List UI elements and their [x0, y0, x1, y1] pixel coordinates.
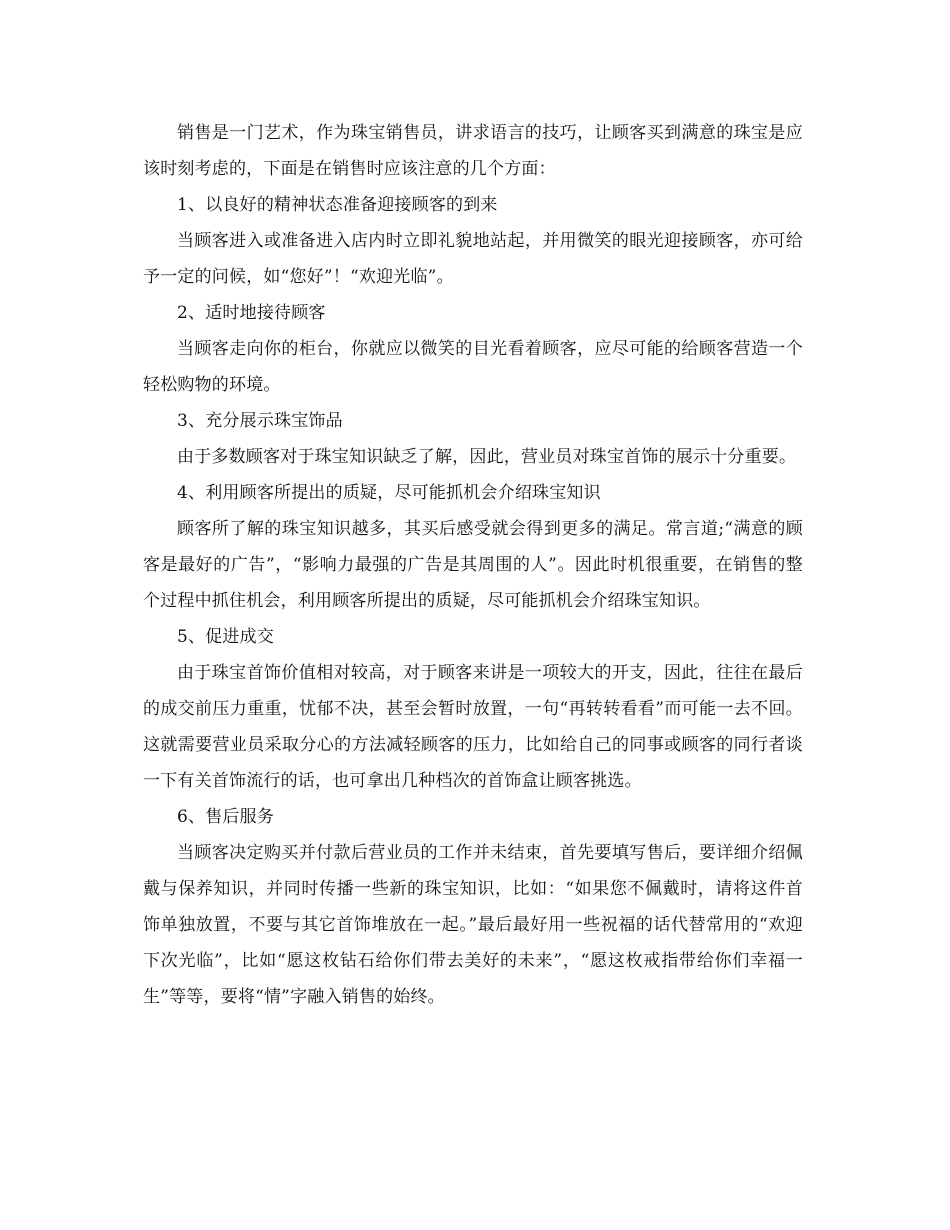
section-body-5: 由于珠宝首饰价值相对较高，对于顾客来讲是一项较大的开支，因此，往往在最后的成交前压力重重，忧郁不决，甚至会暂时放置，一句“再转转看看”而可能一去不回。这就需要营业员采取分心的方法减轻顾客的压力，比如给自己的同事或顾客的同行者谈一下有关首饰流行的话，也可拿出几种档次的首饰盒让顾客挑选。 — [143, 663, 803, 791]
section-body-1: 当顾客进入或准备进入店内时立即礼貌地站起，并用微笑的眼光迎接顾客，亦可给予一定的问候，如“您好”！“欢迎光临”。 — [143, 231, 803, 287]
section-heading-5: 5、促进成交 — [177, 627, 275, 647]
section-body-3: 由于多数顾客对于珠宝知识缺乏了解，因此，营业员对珠宝首饰的展示十分重要。 — [177, 447, 797, 467]
section-heading-4: 4、利用顾客所提出的质疑，尽可能抓机会介绍珠宝知识 — [177, 483, 601, 503]
section-body-4: 顾客所了解的珠宝知识越多，其买后感受就会得到更多的满足。常言道;“满意的顾客是最好的广告”，“影响力最强的广告是其周围的人”。因此时机很重要，在销售的整个过程中抓住机会，利用顾客所提出的质疑，尽可能抓机会介绍珠宝知识。 — [143, 519, 803, 611]
section-heading-1: 1、以良好的精神状态准备迎接顾客的到来 — [177, 195, 498, 215]
section-body-2: 当顾客走向你的柜台，你就应以微笑的目光看着顾客，应尽可能的给顾客营造一个轻松购物的环境。 — [143, 339, 803, 395]
document-page — [143, 115, 803, 1015]
section-heading-3: 3、充分展示珠宝饰品 — [177, 411, 343, 431]
intro-paragraph: 销售是一门艺术，作为珠宝销售员，讲求语言的技巧，让顾客买到满意的珠宝是应该时刻考虑的，下面是在销售时应该注意的几个方面： — [143, 123, 803, 179]
section-heading-6: 6、售后服务 — [177, 807, 275, 827]
section-heading-2: 2、适时地接待顾客 — [177, 303, 326, 323]
section-body-6: 当顾客决定购买并付款后营业员的工作并未结束，首先要填写售后，要详细介绍佩戴与保养知识，并同时传播一些新的珠宝知识，比如：“如果您不佩戴时，请将这件首饰单独放置，不要与其它首饰堆放在一起。”最后最好用一些祝福的话代替常用的“欢迎下次光临”，比如“愿这枚钻石给你们带去美好的未来”，“愿这枚戒指带给你们幸福一生”等等，要将“情”字融入销售的始终。 — [143, 843, 803, 1007]
